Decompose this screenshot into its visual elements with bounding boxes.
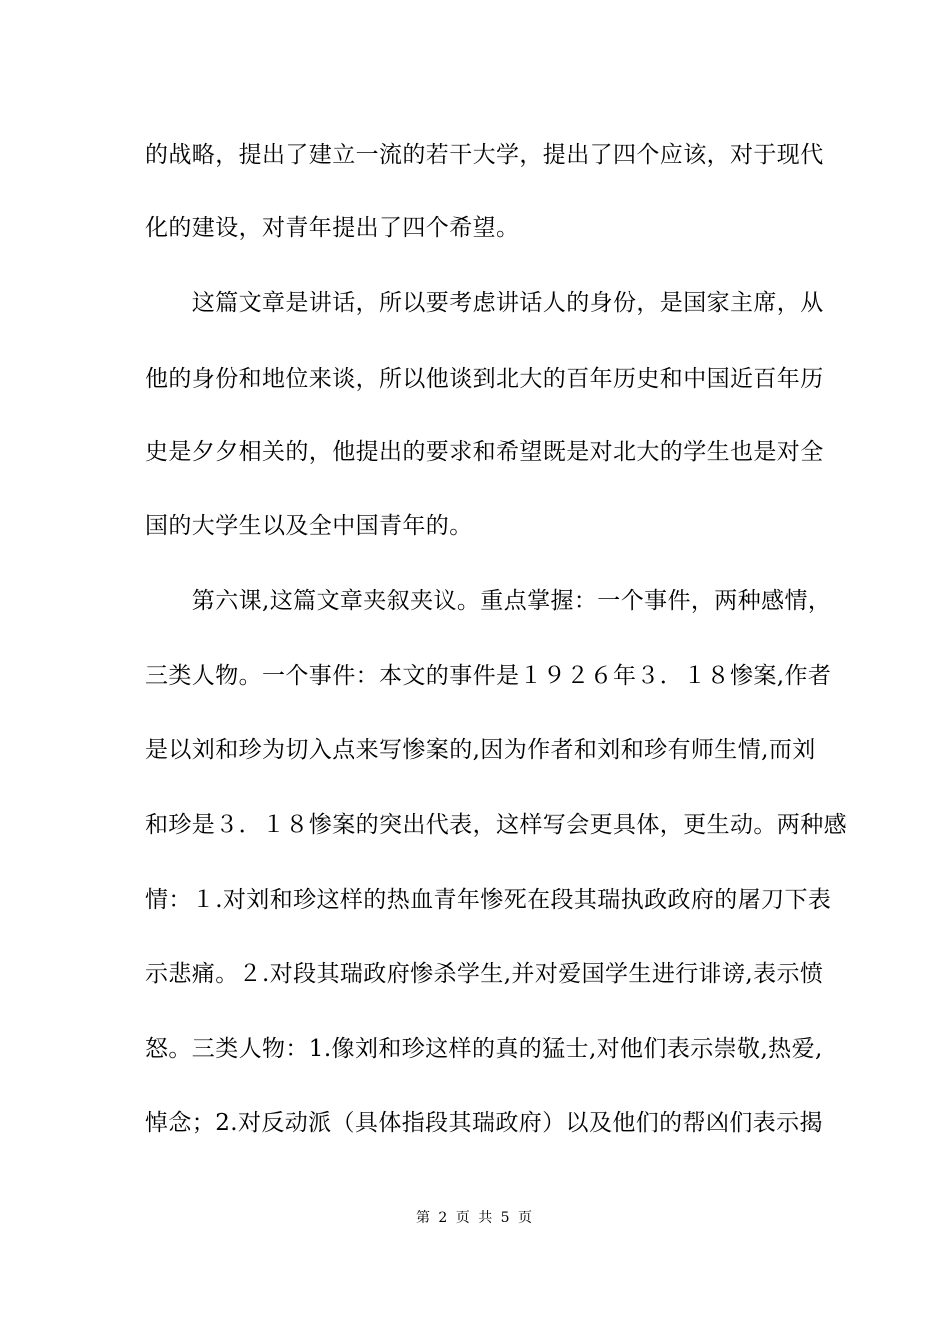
text-line: 史是夕夕相关的，他提出的要求和希望既是对北大的学生也是对全 bbox=[145, 439, 824, 465]
text-line: 怒。三类人物：1.像刘和珍这样的真的猛士,对他们表示崇敬,热爱, bbox=[145, 1036, 823, 1062]
text-line: 悼念；2.对反动派（具体指段其瑞政府）以及他们的帮凶们表示揭 bbox=[145, 1110, 823, 1136]
page-number: 第 2 页 共 5 页 bbox=[415, 1210, 535, 1226]
text-line: 的战略，提出了建立一流的若干大学，提出了四个应该，对于现代 bbox=[145, 142, 824, 168]
text-line: 三类人物。一个事件：本文的事件是１９２６年３．１８惨案,作者 bbox=[145, 663, 832, 689]
text-line: 化的建设，对青年提出了四个希望。 bbox=[145, 215, 520, 241]
text-line: 这篇文章是讲话，所以要考虑讲话人的身份，是国家主席，从 bbox=[145, 290, 824, 316]
text-line: 他的身份和地位来谈，所以他谈到北大的百年历史和中国近百年历 bbox=[145, 366, 824, 392]
text-line: 国的大学生以及全中国青年的。 bbox=[145, 513, 473, 539]
text-line: 示悲痛。２.对段其瑞政府惨杀学生,并对爱国学生进行诽谤,表示愤 bbox=[145, 961, 824, 987]
text-line: 情：１.对刘和珍这样的热血青年惨死在段其瑞执政政府的屠刀下表 bbox=[145, 887, 832, 913]
text-line: 和珍是３．１８惨案的突出代表，这样写会更具体，更生动。两种感 bbox=[145, 812, 847, 838]
text-line: 第六课,这篇文章夹叙夹议。重点掌握：一个事件，两种感情， bbox=[145, 588, 832, 614]
text-line: 是以刘和珍为切入点来写惨案的,因为作者和刘和珍有师生情,而刘 bbox=[145, 737, 816, 763]
